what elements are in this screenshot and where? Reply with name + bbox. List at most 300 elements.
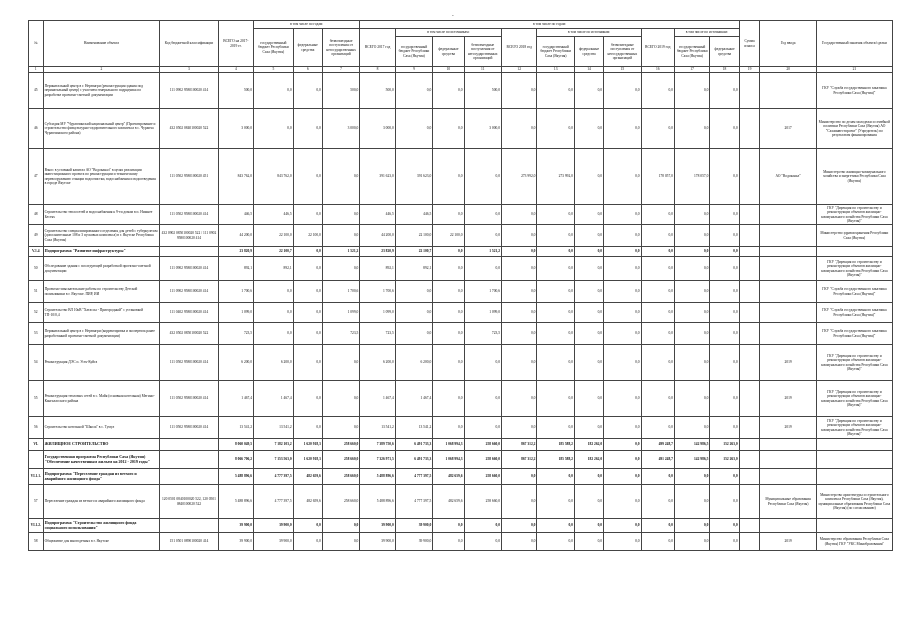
row-number: 52 (29, 303, 44, 323)
page-mark: - (452, 14, 454, 19)
amount-cell: 39 900,0 (254, 533, 294, 551)
amount-cell: 0,0 (537, 417, 575, 439)
amount-cell: 0,0 (674, 109, 709, 149)
amount-cell: 0,0 (574, 225, 603, 247)
table-section-row (29, 451, 893, 469)
wear-cell (739, 149, 760, 205)
amount-cell: 0,0 (674, 469, 709, 485)
amount-cell: 0,0 (322, 519, 360, 533)
col-name-header: Наименование объекта (43, 21, 160, 67)
period-cell (760, 519, 816, 533)
investment-table (28, 20, 893, 551)
object-name: Общежитие для многодетных в г. Якутске (43, 533, 160, 551)
amount-cell: 0,0 (574, 469, 603, 485)
row-number: 53 (29, 323, 44, 345)
amount-cell: 44 200,0 (360, 225, 395, 247)
amount-cell: 499 248,7 (641, 439, 674, 451)
object-name: Обследование здания с последующей разработкой проектно-сметной документации (43, 257, 160, 281)
amount-cell: 0,0 (604, 73, 642, 109)
amount-cell: 273 992,0 (537, 149, 575, 205)
amount-cell: 0,0 (641, 73, 674, 109)
amount-cell: 1 099,0 (218, 303, 253, 323)
amount-cell: 500,0 (464, 73, 502, 109)
amount-cell: 0,0 (537, 73, 575, 109)
budget-code: 432 0502 0850100020 522 (160, 323, 218, 345)
amount-cell: 1 620 918,3 (293, 451, 322, 469)
amount-cell: 0,0 (604, 109, 642, 149)
customer-cell: Министерство архитектуры и строительного комплекса Республики Саха (Якутия), муниципальные образования Республики Саха (Якутия) (по согласованию) (816, 485, 892, 519)
amount-cell: 0,0 (710, 149, 739, 205)
object-name: Строительство ВЛ 10кВ "Хатассы - Пригородный" с установкой ТП-10/0,4 (43, 303, 160, 323)
amount-cell: 23 820,9 (218, 247, 253, 257)
table-row (29, 73, 893, 109)
column-number: 4 (218, 67, 253, 73)
amount-cell: 0,0 (293, 257, 322, 281)
amount-cell: 1 467,4 (218, 381, 253, 417)
amount-cell: 867 312,2 (502, 439, 537, 451)
period-cell (760, 469, 816, 485)
amount-cell: 13 541,2 (395, 417, 433, 439)
amount-cell: 22 100,0 (395, 225, 433, 247)
object-name: Взнос в уставный капитал АО "Водоканал" в целях реализации инвестиционного проекта по реконструкции и техническому перевооружению станции водоочистки, водоснабжения и водоотведения в городе Якутске (43, 149, 160, 205)
amount-cell: 0,0 (674, 73, 709, 109)
period-cell (760, 439, 816, 451)
amount-cell: 0,0 (293, 533, 322, 551)
amount-cell: 4 777 397,5 (395, 485, 433, 519)
customer-cell: Министерство здравоохранения Республики Саха (Якутия) (816, 225, 892, 247)
customer-cell: ГКУ "Дирекция по строительству и реконструкции объектов жилищно-коммунального хозяйства Республики Саха (Якутия)" (816, 417, 892, 439)
amount-cell: 0,0 (604, 439, 642, 451)
col-2017-total-header: ВСЕГО 2017 год (360, 29, 395, 67)
amount-cell: 0,0 (537, 469, 575, 485)
amount-cell: 1 521,2 (322, 247, 360, 257)
row-number: 56 (29, 417, 44, 439)
amount-cell: 0,0 (464, 225, 502, 247)
amount-cell: 0,0 (641, 281, 674, 303)
wear-cell (739, 257, 760, 281)
period-cell: 2017 (760, 109, 816, 149)
amount-cell: 0,0 (433, 257, 464, 281)
column-number: 19 (739, 67, 760, 73)
amount-cell: 0,0 (604, 149, 642, 205)
amount-cell: 258 660,0 (322, 451, 360, 469)
amount-cell: 0,0 (604, 417, 642, 439)
col-state-header: государственный бюджет Республики Саха (Якутия) (254, 29, 294, 67)
table-row (29, 281, 893, 303)
object-name: ЖИЛИЩНОЕ СТРОИТЕЛЬСТВО (43, 439, 160, 451)
wear-cell (739, 303, 760, 323)
amount-cell: 0,0 (574, 247, 603, 257)
amount-cell: 178 057,0 (674, 149, 709, 205)
col-fed-header: федеральные средства (293, 29, 322, 67)
table-row (29, 257, 893, 281)
customer-cell: ГКУ "Дирекция по строительству и реконструкции объектов жилищно-коммунального хозяйства Республики Саха (Якутия)" (816, 381, 892, 417)
column-number: 16 (641, 67, 674, 73)
amount-cell: 0,0 (537, 257, 575, 281)
col-total-group-header: в том числе по годам: (254, 21, 360, 29)
budget-code (160, 439, 218, 451)
table-row (29, 205, 893, 225)
row-number: 48 (29, 205, 44, 225)
amount-cell: 1 099,0 (360, 303, 395, 323)
amount-cell: 391 623,0 (395, 149, 433, 205)
amount-cell: 0,0 (537, 519, 575, 533)
amount-cell: 39 900,0 (254, 519, 294, 533)
object-name: Подпрограмма "Строительство жилищного фонда социального использования" (43, 519, 160, 533)
wear-cell (739, 451, 760, 469)
column-number: 12 (502, 67, 537, 73)
table-row (29, 345, 893, 381)
amount-cell: 500,0 (322, 73, 360, 109)
period-cell: 2019 (760, 417, 816, 439)
col-2019-group-header: в том числе по источникам: (674, 29, 739, 37)
col-customer-header: Государственный заказчик объекта/сделки (816, 21, 892, 67)
amount-cell: 391 623,0 (360, 149, 395, 205)
amount-cell: 0,0 (322, 345, 360, 381)
period-cell (760, 281, 816, 303)
amount-cell: 1 700,6 (218, 281, 253, 303)
amount-cell: 0,0 (674, 257, 709, 281)
wear-cell (739, 469, 760, 485)
object-name: Строительство котельной "Школа" в с. Тумул (43, 417, 160, 439)
amount-cell: 1 099,0 (464, 303, 502, 323)
row-number: VI. (29, 439, 44, 451)
amount-cell: 0,0 (293, 205, 322, 225)
customer-cell (816, 439, 892, 451)
amount-cell: 0,0 (293, 281, 322, 303)
table-section-row (29, 439, 893, 451)
amount-cell: 0,0 (604, 485, 642, 519)
customer-cell: Министерство образования Республики Саха (Якутия) ГКУ "УКС Минобразования" (816, 533, 892, 551)
amount-cell: 0,0 (641, 303, 674, 323)
budget-code (160, 469, 218, 485)
amount-cell: 0,0 (464, 533, 502, 551)
amount-cell: 13 541,2 (360, 417, 395, 439)
amount-cell: 0,0 (433, 281, 464, 303)
amount-cell: 185 588,2 (537, 439, 575, 451)
amount-cell: 892,1 (218, 257, 253, 281)
period-cell (760, 225, 816, 247)
wear-cell (739, 247, 760, 257)
amount-cell: 1 099,0 (322, 303, 360, 323)
col-2018-state-header: государственный бюджет Республики Саха (Якутия) (537, 37, 575, 67)
amount-cell: 0,0 (433, 205, 464, 225)
amount-cell: 0,0 (464, 205, 502, 225)
amount-cell: 258 660,0 (464, 439, 502, 451)
customer-cell (816, 451, 892, 469)
amount-cell: 185 588,2 (537, 451, 575, 469)
customer-cell (816, 519, 892, 533)
amount-cell: 0,0 (641, 485, 674, 519)
amount-cell: 0,0 (604, 381, 642, 417)
amount-cell: 500,0 (360, 73, 395, 109)
amount-cell: 723,5 (218, 323, 253, 345)
amount-cell: 0,0 (254, 323, 294, 345)
amount-cell: 1 700,6 (464, 281, 502, 303)
amount-cell: 0,0 (710, 225, 739, 247)
col-2017-extra-header: безвозмездные поступления от негосударственных организаций (464, 37, 502, 67)
amount-cell: 0,0 (502, 381, 537, 417)
table-body (29, 73, 893, 551)
amount-cell: 22 100,7 (395, 247, 433, 257)
amount-cell: 0,0 (537, 345, 575, 381)
object-name: Проектно-изыскательские работы по строительству Детской поликлиники в г. Якутске. ПИР, ИИ (43, 281, 160, 303)
amount-cell: 0,0 (574, 417, 603, 439)
amount-cell: 0,0 (674, 247, 709, 257)
amount-cell: 6 200,0 (360, 345, 395, 381)
amount-cell: 0,0 (710, 533, 739, 551)
object-name: Строительство специализированного отделения для детей с туберкулезом (дополнительные 108 и 3 пусковых комплекса) в г. Якутске Республика Саха (Якутия) (43, 225, 160, 247)
table-row (29, 533, 893, 551)
amount-cell: 1 620 918,3 (293, 439, 322, 451)
amount-cell: 4 777 397,5 (395, 469, 433, 485)
column-number: 5 (254, 67, 294, 73)
row-number: 58 (29, 533, 44, 551)
amount-cell: 0,0 (674, 519, 709, 533)
column-number: 17 (674, 67, 709, 73)
amount-cell: 0,0 (464, 381, 502, 417)
amount-cell: 0,0 (710, 73, 739, 109)
column-number: 6 (293, 67, 322, 73)
amount-cell: 0,0 (254, 281, 294, 303)
wear-cell (739, 519, 760, 533)
budget-code: 111 0902 9580100020 414 (160, 281, 218, 303)
amount-cell: 0,0 (433, 247, 464, 257)
wear-cell (739, 205, 760, 225)
amount-cell: 446,5 (360, 205, 395, 225)
amount-cell: 0,0 (574, 257, 603, 281)
amount-cell: 0,0 (433, 417, 464, 439)
row-number: 54 (29, 345, 44, 381)
row-number (29, 451, 44, 469)
period-cell (760, 303, 816, 323)
amount-cell: 39 900,0 (395, 519, 433, 533)
amount-cell: 23 820,9 (360, 247, 395, 257)
amount-cell: 482 659,6 (293, 469, 322, 485)
amount-cell: 39 900,0 (218, 533, 253, 551)
amount-cell: 0,0 (537, 323, 575, 345)
wear-cell (739, 281, 760, 303)
amount-cell: 0,0 (502, 323, 537, 345)
amount-cell: 5 488 896,6 (218, 485, 253, 519)
object-name: Субсидия МУ "Чурапчинский национальный центр" (Проектирование и строительство физкультурно-оздоровительного комплекса в с. Чурапча Чурапчинского района) (43, 109, 160, 149)
column-number: 10 (433, 67, 464, 73)
customer-cell: ГКУ "Дирекция по строительству и реконструкции объектов жилищно-коммунального хозяйства Республики Саха (Якутия)" (816, 345, 892, 381)
amount-cell: 0,0 (710, 109, 739, 149)
amount-cell: 142 986,5 (674, 439, 709, 451)
amount-cell: 0,0 (322, 225, 360, 247)
table-section-row (29, 247, 893, 257)
table-row (29, 417, 893, 439)
amount-cell: 500,0 (218, 73, 253, 109)
amount-cell: 0,0 (254, 73, 294, 109)
amount-cell: 0,0 (574, 533, 603, 551)
table-row (29, 225, 893, 247)
row-number: 50 (29, 257, 44, 281)
wear-cell (739, 345, 760, 381)
amount-cell: 0,0 (502, 281, 537, 303)
budget-code: 111 0902 9580100020 414 (160, 257, 218, 281)
column-number: 18 (710, 67, 739, 73)
amount-cell: 0,0 (293, 149, 322, 205)
budget-code (160, 519, 218, 533)
amount-cell: 0,0 (395, 303, 433, 323)
budget-code: 432 0902 0850100020 522 / 111 0902 9580100020 414 (160, 225, 218, 247)
col-2018-group-header: в том числе по источникам: (537, 29, 641, 37)
amount-cell: 0,0 (641, 469, 674, 485)
amount-cell: 0,0 (322, 149, 360, 205)
amount-cell: 0,0 (537, 533, 575, 551)
col-2018-total-header: ВСЕГО 2018 год (502, 29, 537, 67)
object-name: Строительство теплосетей и водоснабжения к 9-ти домам в п. Нижнее Бестях (43, 205, 160, 225)
amount-cell: 0,0 (395, 73, 433, 109)
amount-cell: 0,0 (641, 109, 674, 149)
amount-cell: 0,0 (433, 73, 464, 109)
column-number: 20 (760, 67, 816, 73)
amount-cell: 0,0 (537, 247, 575, 257)
object-name: Перинатальный центр в г. Нерюнгри (корректировка и экспертиза ранее разработанной проектно-сметной документации) (43, 323, 160, 345)
amount-cell: 0,0 (293, 519, 322, 533)
amount-cell: 0,0 (710, 257, 739, 281)
amount-cell: 258 660,0 (464, 469, 502, 485)
amount-cell: 1 068 994,3 (433, 439, 464, 451)
amount-cell: 0,0 (710, 205, 739, 225)
amount-cell: 0,0 (464, 417, 502, 439)
column-number: 9 (395, 67, 433, 73)
amount-cell: 0,0 (502, 257, 537, 281)
customer-cell: ГКУ "Служба государственного заказчика Республики Саха (Якутия)" (816, 281, 892, 303)
amount-cell: 0,0 (502, 109, 537, 149)
amount-cell: 1 467,4 (254, 381, 294, 417)
amount-cell: 0,0 (604, 345, 642, 381)
amount-cell: 0,0 (322, 533, 360, 551)
amount-cell: 39 900,0 (395, 533, 433, 551)
column-number: 13 (537, 67, 575, 73)
amount-cell: 482 659,6 (433, 469, 464, 485)
amount-cell: 5 488 896,6 (360, 469, 395, 485)
amount-cell: 0,0 (464, 519, 502, 533)
amount-cell: 0,0 (674, 303, 709, 323)
amount-cell: 0,0 (502, 225, 537, 247)
amount-cell: 0,0 (604, 469, 642, 485)
amount-cell: 1 068 994,3 (433, 451, 464, 469)
amount-cell: 0,0 (502, 469, 537, 485)
amount-cell: 178 057,0 (641, 149, 674, 205)
column-number: 3 (160, 67, 218, 73)
object-name: Государственная программа Республики Саха (Якутия) "Обеспечение качественным жильем на 2012 - 2019 годы" (43, 451, 160, 469)
amount-cell: 0,0 (293, 247, 322, 257)
amount-cell: 142 986,5 (674, 451, 709, 469)
table-row (29, 381, 893, 417)
budget-code: 111 0402 9580100020 414 (160, 303, 218, 323)
column-number: 8 (360, 67, 395, 73)
amount-cell: 3 000,0 (218, 109, 253, 149)
col-2018-extra-header: безвозмездные поступления от негосударственных организаций (604, 37, 642, 67)
budget-code: 111 0502 9580100020 451 (160, 149, 218, 205)
amount-cell: 0,0 (604, 281, 642, 303)
budget-code: 111 0902 9580100020 414 (160, 73, 218, 109)
table-row (29, 485, 893, 519)
amount-cell: 152 263,0 (710, 439, 739, 451)
amount-cell: 723,5 (360, 323, 395, 345)
object-name: Переселение граждан из ветхого и аварийного жилищного фонда (43, 485, 160, 519)
amount-cell: 0,0 (574, 519, 603, 533)
amount-cell: 1 467,4 (360, 381, 395, 417)
col-2019-total-header: ВСЕГО 2019 год (641, 29, 674, 67)
budget-code: 111 0502 9580100020 414 (160, 381, 218, 417)
wear-cell (739, 109, 760, 149)
amount-cell: 0,0 (537, 303, 575, 323)
wear-cell (739, 439, 760, 451)
amount-cell: 8 066 706,2 (218, 451, 253, 469)
amount-cell: 22 100,0 (254, 225, 294, 247)
col-years-group-header: в том числе по годам: (360, 21, 739, 29)
amount-cell: 0,0 (293, 303, 322, 323)
amount-cell: 0,0 (293, 381, 322, 417)
amount-cell: 258 660,0 (322, 469, 360, 485)
amount-cell: 0,0 (641, 257, 674, 281)
period-cell: 2019 (760, 533, 816, 551)
amount-cell: 0,0 (574, 303, 603, 323)
amount-cell: 491 248,7 (641, 451, 674, 469)
amount-cell: 0,0 (604, 257, 642, 281)
amount-cell: 0,0 (433, 303, 464, 323)
column-number: 2 (43, 67, 160, 73)
amount-cell: 0,0 (710, 303, 739, 323)
amount-cell: 4 777 397,5 (254, 485, 294, 519)
amount-cell: 0,0 (604, 533, 642, 551)
amount-cell: 867 312,2 (502, 451, 537, 469)
amount-cell: 0,0 (433, 533, 464, 551)
amount-cell: 8 060 049,5 (218, 439, 253, 451)
amount-cell: 4 777 397,5 (254, 469, 294, 485)
amount-cell: 0,0 (641, 323, 674, 345)
col-code-header: Код бюджетной классификации (160, 21, 218, 67)
amount-cell: 0,0 (710, 485, 739, 519)
wear-cell (739, 73, 760, 109)
object-name: Реконструкция ДЭС п. Усть-Куйга (43, 345, 160, 381)
column-number: 15 (604, 67, 642, 73)
amount-cell: 1 467,4 (395, 381, 433, 417)
table-row (29, 323, 893, 345)
amount-cell: 7 389 750,6 (360, 439, 395, 451)
amount-cell: 0,0 (464, 345, 502, 381)
row-number: 51 (29, 281, 44, 303)
amount-cell: 182 262,0 (574, 439, 603, 451)
amount-cell: 0,0 (433, 381, 464, 417)
amount-cell: 0,0 (574, 323, 603, 345)
amount-cell: 6 491 733,3 (395, 439, 433, 451)
wear-cell (739, 381, 760, 417)
amount-cell: 0,0 (254, 303, 294, 323)
amount-cell: 0,0 (641, 519, 674, 533)
amount-cell: 0,0 (674, 323, 709, 345)
amount-cell: 0,0 (641, 247, 674, 257)
amount-cell: 1 700,6 (360, 281, 395, 303)
amount-cell: 39 900,0 (360, 519, 395, 533)
amount-cell: 0,0 (502, 417, 537, 439)
customer-cell: Министерство жилищно-коммунального хозяйства и энергетики Республики Саха (Якутия) (816, 149, 892, 205)
amount-cell: 0,0 (433, 519, 464, 533)
col-period-header: Год ввода (760, 21, 816, 67)
amount-cell: 0,0 (537, 485, 575, 519)
amount-cell: 0,0 (322, 417, 360, 439)
amount-cell: 0,0 (537, 281, 575, 303)
col-sum-header: Сумма износа (739, 21, 760, 67)
period-cell (760, 451, 816, 469)
amount-cell: 6 491 733,3 (395, 451, 433, 469)
wear-cell (739, 485, 760, 519)
